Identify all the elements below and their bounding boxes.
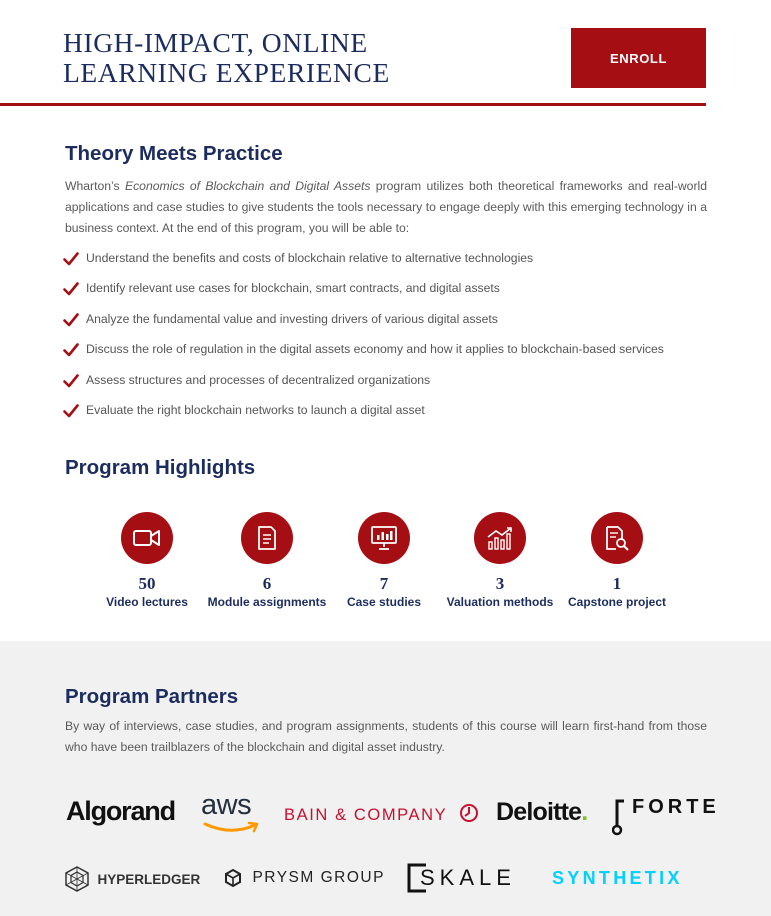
highlight-video-lectures: 50 Video lectures	[87, 512, 207, 609]
algorand-logo: Algorand	[66, 796, 175, 826]
deloitte-logo: Deloitte.	[496, 798, 588, 826]
program-name: Economics of Blockchain and Digital Assets	[124, 179, 371, 193]
highlight-module-assignments: 6 Module assignments	[207, 512, 327, 609]
hyperledger-logo: HYPERLEDGER	[64, 866, 200, 892]
theory-intro: Wharton’s Economics of Blockchain and Digital Assets program utilizes both theoretical frameworks and real-world applications and case studies to give students the tools necessary to engage deeply with this emerging technology in a business context. At the end of this program, you will be able to:	[65, 179, 708, 235]
presentation-chart-icon	[358, 512, 410, 564]
header-divider	[0, 103, 706, 106]
highlight-case-studies: 7 Case studies	[324, 512, 444, 609]
page-title: HIGH-IMPACT, ONLINE LEARNING EXPERIENCE	[63, 27, 390, 88]
aws-logo: aws	[201, 790, 265, 838]
partners-section-title: Program Partners	[65, 685, 239, 708]
prysm-logo: PRYSM GROUP	[224, 868, 385, 888]
bain-logo: BAIN & COMPANY	[284, 803, 479, 825]
list-item: Analyze the fundamental value and investing drivers of various digital assets	[63, 311, 713, 341]
checkmark-icon	[63, 282, 79, 296]
hyperledger-hexagon-icon	[64, 866, 90, 892]
learning-outcomes-list	[63, 250, 713, 432]
skale-logo: SKALE	[406, 862, 521, 894]
list-item: Evaluate the right blockchain networks to launch a digital asset	[63, 402, 713, 432]
growth-chart-icon	[474, 512, 526, 564]
partners-description: By way of interviews, case studies, and program assignments, students of this course will learn first-hand from those who have been trailblazers of the blockchain and digital asset industry.	[65, 719, 707, 754]
video-camera-icon	[121, 512, 173, 564]
forte-mark-icon	[612, 798, 626, 836]
document-search-icon	[591, 512, 643, 564]
enroll-button[interactable]: ENROLL	[571, 28, 706, 88]
list-item: Identify relevant use cases for blockchain, smart contracts, and digital assets	[63, 280, 713, 310]
list-item: Understand the benefits and costs of blockchain relative to alternative technologies	[63, 250, 713, 280]
checkmark-icon	[63, 252, 79, 266]
checkmark-icon	[63, 404, 79, 418]
prysm-cube-icon	[224, 868, 242, 888]
bain-circle-icon	[459, 803, 479, 823]
deloitte-dot: .	[581, 798, 588, 826]
page-header	[0, 0, 771, 108]
checkmark-icon	[63, 343, 79, 357]
highlight-capstone-project: 1 Capstone project	[557, 512, 677, 609]
document-icon	[241, 512, 293, 564]
checkmark-icon	[63, 313, 79, 327]
checkmark-icon	[63, 374, 79, 388]
forte-logo: FORTE	[612, 796, 712, 840]
highlights-row	[100, 512, 690, 612]
highlight-valuation-methods: 3 Valuation methods	[440, 512, 560, 609]
aws-smile-icon	[203, 820, 263, 836]
synthetix-logo: SYNTHETIX	[552, 868, 683, 888]
highlights-section-title: Program Highlights	[65, 456, 256, 479]
theory-section-title: Theory Meets Practice	[65, 142, 283, 165]
list-item: Discuss the role of regulation in the digital assets economy and how it applies to blockchain-based services	[63, 341, 713, 371]
list-item: Assess structures and processes of decentralized organizations	[63, 372, 713, 402]
